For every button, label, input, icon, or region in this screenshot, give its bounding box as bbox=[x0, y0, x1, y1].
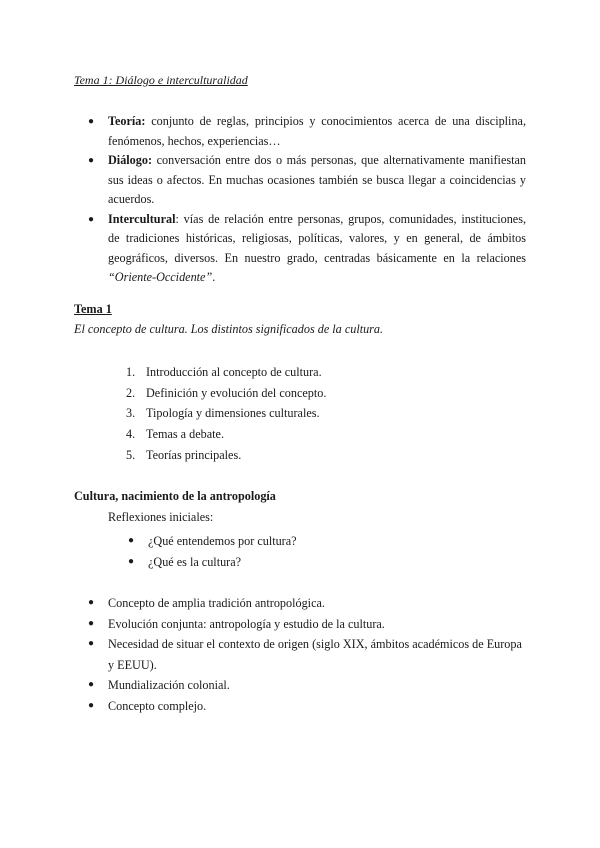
definition-item bbox=[74, 151, 526, 210]
list-number: 5. bbox=[126, 447, 136, 462]
definition-italic: “Oriente-Occidente” bbox=[108, 270, 213, 284]
list-item bbox=[126, 445, 326, 466]
list-item bbox=[126, 362, 326, 383]
point-text: Evolución conjunta: antropología y estudio de la cultura. bbox=[108, 616, 385, 631]
section-subtitle: El concepto de cultura. Los distintos significados de la cultura. bbox=[74, 322, 384, 336]
definition-term: Teoría: bbox=[108, 114, 146, 128]
bullet-icon: ● bbox=[128, 555, 135, 567]
list-item bbox=[74, 634, 526, 675]
list-label: Teorías principales. bbox=[146, 447, 242, 462]
list-label: Definición y evolución del concepto. bbox=[146, 385, 327, 400]
bullet-icon: ● bbox=[88, 597, 95, 608]
section-heading: Cultura, nacimiento de la antropología bbox=[74, 489, 276, 503]
list-number: 3. bbox=[126, 406, 136, 421]
list-item bbox=[128, 552, 297, 573]
point-text: Mundialización colonial. bbox=[108, 678, 230, 692]
definitions-list bbox=[74, 112, 526, 288]
bullet-icon: ● bbox=[88, 699, 95, 711]
list-number: 2. bbox=[126, 385, 136, 400]
bullet-icon: ● bbox=[128, 535, 135, 546]
list-label: Introducción al concepto de cultura. bbox=[146, 365, 322, 379]
list-item bbox=[74, 614, 526, 635]
list-label: Temas a debate. bbox=[146, 427, 224, 442]
point-text: Concepto complejo. bbox=[108, 698, 207, 713]
page-title: Tema 1: Diálogo e interculturalidad bbox=[74, 73, 248, 87]
list-label: Tipología y dimensiones culturales. bbox=[146, 406, 320, 421]
list-item bbox=[128, 531, 297, 552]
definition-item bbox=[74, 112, 526, 151]
topic-list bbox=[126, 362, 326, 466]
reflexiones-label: Reflexiones iniciales: bbox=[108, 510, 214, 524]
questions-list bbox=[128, 531, 297, 572]
definition-text: conversación entre dos o más personas, que alternativamente manifiestan sus ideas o afectos. En muchas ocasiones también se busca llegar a coincidencias y acuerdos. bbox=[108, 153, 526, 206]
list-item bbox=[126, 424, 326, 445]
bullet-icon: ● bbox=[88, 617, 95, 629]
list-number: 4. bbox=[126, 427, 136, 442]
definition-term: Diálogo: bbox=[108, 153, 153, 167]
bullet-icon: ● bbox=[88, 116, 95, 127]
point-text: Concepto de amplia tradición antropológica. bbox=[108, 596, 325, 610]
bullet-icon: ● bbox=[88, 155, 95, 166]
definition-text: conjunto de reglas, principios y conocimientos acerca de una disciplina, fenómenos, hechos, experiencias… bbox=[108, 114, 526, 148]
bullet-icon: ● bbox=[88, 213, 95, 225]
point-text: Necesidad de situar el contexto de origen (siglo XIX, ámbitos académicos de Europa y EEUU). bbox=[108, 637, 522, 672]
definition-item bbox=[74, 210, 526, 288]
question-text: ¿Qué es la cultura? bbox=[148, 554, 242, 569]
section-heading: Tema 1 bbox=[74, 302, 112, 316]
list-item bbox=[126, 383, 326, 404]
list-item bbox=[74, 593, 526, 614]
definition-term: Intercultural bbox=[108, 211, 176, 226]
definition-text: : vías de relación entre personas, grupos, comunidades, instituciones, de tradiciones históricas, religiosas, políticas, valores, y en general, de ámbitos geográficos, diversos. En nuestro grado, centradas básicamente en la relaciones bbox=[108, 211, 526, 265]
list-item bbox=[74, 696, 526, 717]
bullet-icon: ● bbox=[88, 679, 95, 690]
bullet-icon: ● bbox=[88, 638, 95, 649]
list-number: 1. bbox=[126, 365, 136, 379]
list-item bbox=[126, 403, 326, 424]
definition-end: . bbox=[212, 270, 216, 284]
list-item bbox=[74, 675, 526, 696]
points-list bbox=[74, 593, 526, 716]
question-text: ¿Qué entendemos por cultura? bbox=[148, 534, 297, 548]
